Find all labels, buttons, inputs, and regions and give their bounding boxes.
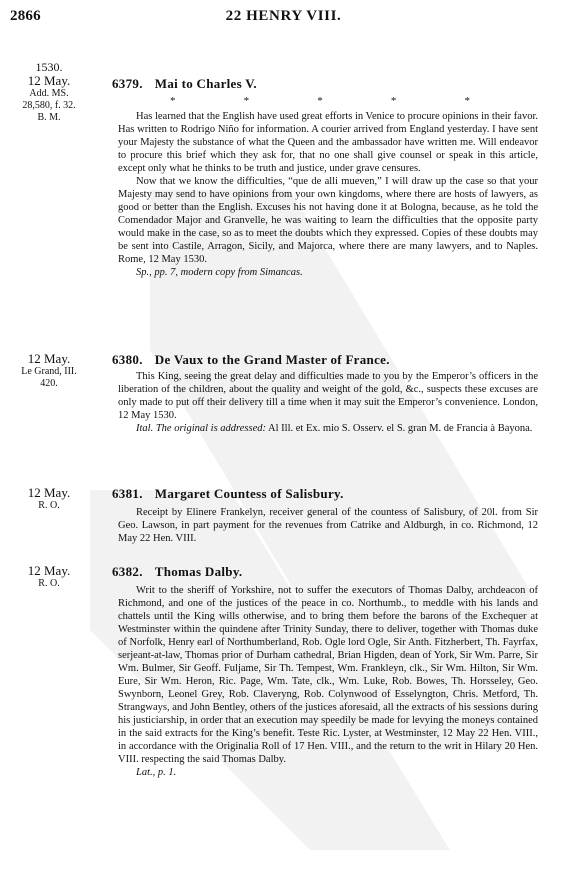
margin-note: 1530. 12 May. Add. MS. 28,580, f. 32. B. M. xyxy=(22,60,76,123)
entry-heading xyxy=(112,76,257,92)
entry-title: Mai to Charles V. xyxy=(154,76,257,91)
entry-number: 6382. xyxy=(112,564,143,579)
entry-heading xyxy=(112,486,344,502)
margin-note: 12 May. R. O. xyxy=(27,485,71,511)
entry-number: 6381. xyxy=(112,486,143,501)
paragraph: Receipt by Elinere Frankelyn, receiver general of the countess of Salisbury, of 20l. from Sir Geo. Lawson, in part payment for the revenues from Catrike and Aldburgh, in co. Richmond, 12 May 22 Hen. VIII. xyxy=(118,507,538,544)
entry-body xyxy=(118,584,538,779)
source-note: Lat., p. 1. xyxy=(136,767,177,778)
entry-body xyxy=(118,370,538,435)
page-header xyxy=(10,2,557,32)
paragraph: This King, seeing the great delay and difficulties made to you by the Emperor’s officers in the liberation of the children, about the quality and weight of the gold, &c., suspects these excuses are only made to put off their delivery till a time when it may suit the Emperor’s convenience. London, 12 May 1530. xyxy=(118,371,538,421)
entry-body xyxy=(118,506,538,545)
asterisks-ellipsis: * * * * * xyxy=(170,95,470,107)
running-title: 22 HENRY VIII. xyxy=(225,8,342,24)
paragraph: Writ to the sheriff of Yorkshire, not to suffer the executors of Thomas Dalby, archdeacon of Richmond, and one of the justices of the peace in co. Northumb., to meddle with his lands and chattels until the King wills otherwise, and to bring them before the barons of the Exchequer at Westminster within the quindene after Trinity Sunday, there to deliver, together with Thomas duke of Norfolk, Henry earl of Northumberland, Rob. Ogle lord Ogle, Sir Anth. Fitzherbert, Th. Fayrfax, serjeant-at-law, Thomas prior of Durham cathedral, Brian Higden, dean of York, Sir Wm. Parre, Sir Wm. Bulmer, Sir Geoff. Fuljame, Sir Th. Tempest, Wm. Frankleyn, clk., Sir Wm. Hilton, Sir Wm. Eure, Sir Wm. Heron, Ric. Page, Wm. Tate, clk., Wm. Luke, Rob. Bowes, Th. Horsseley, Geo. Swynborn, Leonel Grey, Rob. Claveryng, Rob. Colynwood of Esselyngton, Chris. Metford, Th. Strangways, and John Bentley, others of the justices aforesaid, all the extracts of his sessions during his justiciarship, in order that an execution may speedily be made for levying the moneys contained in the said extracts for the King’s benefit. Teste Ric. Lyster, at Westminster, 12 May 22 Hen. VIII., in accordance with the Originalia Roll of 17 Hen. VIII., and the return to the writ in Hilary 20 Hen. VIII. respecting the said Thomas Dalby. xyxy=(118,585,538,765)
entry-title: Margaret Countess of Salisbury. xyxy=(154,486,344,501)
paragraph: Now that we know the difficulties, “que de alli mueven,” I will draw up the case so that your Majesty may send to have opinions from your own kingdoms, where there are hosts of lawyers, as good or better than the English. Excuses his not having done it at Bologna, because, as he told the Comendador Major and Granvelle, he was waiting to learn the difficulties that the opposite party would make in the case, so as to meet the doubts which they expressed. Copies of these doubts may be sent into Castile, Arragon, Sicily, and Majorca, where there are many lawyers, and to Naples. Rome, 12 May 1530. xyxy=(118,176,538,265)
paragraph: Has learned that the English have used great efforts in Venice to procure opinions in their favor. Has written to Rodrigo Niño for information. A courier arrived from England yesterday. I have sent your Majesty the substance of what the Queen and the ambassador have written me. Will endeavor to procure this brief which they ask for, that no one shall give counsel or speak in this article, except only what he thinks to be truth and justice, under grave censures. xyxy=(118,111,538,174)
entry-title: De Vaux to the Grand Master of France. xyxy=(154,352,390,367)
entry-title: Thomas Dalby. xyxy=(154,564,243,579)
entry-body xyxy=(118,110,538,279)
margin-note: 12 May. R. O. xyxy=(27,563,71,589)
source-note: Ital. The original is addressed: Al Ill. et Ex. mio S. Osserv. el S. gran M. de Francia à Bayona. xyxy=(136,423,533,434)
entry-heading xyxy=(112,352,390,368)
entry-number: 6379. xyxy=(112,76,143,91)
page-number: 2866 xyxy=(10,8,41,24)
margin-note: 12 May. Le Grand, III. 420. xyxy=(21,351,77,389)
entry-number: 6380. xyxy=(112,352,143,367)
source-note: Sp., pp. 7, modern copy from Simancas. xyxy=(136,267,303,278)
entry-heading xyxy=(112,564,242,580)
